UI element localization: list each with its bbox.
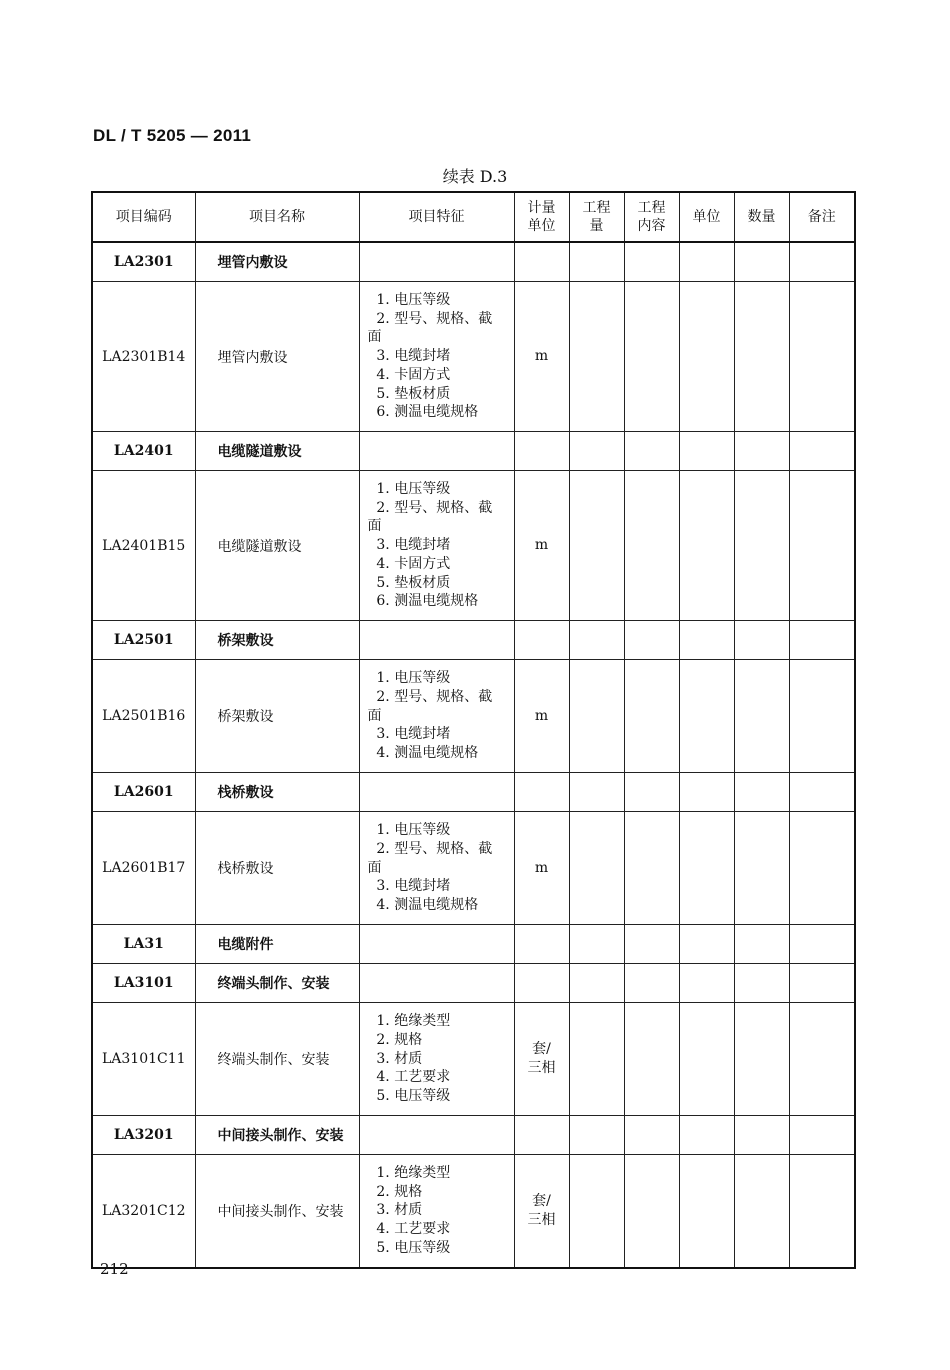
table-group-row (92, 925, 855, 964)
cell-features (359, 660, 514, 773)
table-header-row (92, 192, 855, 242)
table-group-row (92, 1116, 855, 1155)
cell-unit (679, 773, 734, 812)
cell-measure-unit (514, 773, 569, 812)
cell-code: LA31 (92, 925, 195, 964)
col-header-name: 项目名称 (195, 192, 359, 242)
cell-quantity (569, 1003, 624, 1116)
cell-remarks (789, 925, 855, 964)
cell-amount (734, 282, 789, 432)
feature-line: 面 (367, 859, 382, 876)
cell-work-content (624, 282, 679, 432)
cell-work-content (624, 773, 679, 812)
cell-remarks (789, 812, 855, 925)
cell-remarks (789, 1003, 855, 1116)
feature-line: 4. 测温电缆规格 (367, 897, 479, 914)
cell-code: LA3201 (92, 1116, 195, 1155)
cell-remarks (789, 1155, 855, 1268)
feature-line: 5. 电压等级 (367, 1239, 451, 1256)
cell-unit (679, 812, 734, 925)
cell-work-content (624, 925, 679, 964)
cell-code: LA2301 (92, 242, 195, 282)
cell-quantity (569, 773, 624, 812)
feature-line: 5. 电压等级 (367, 1088, 451, 1105)
cell-work-content (624, 621, 679, 660)
cell-quantity (569, 282, 624, 432)
cell-amount (734, 925, 789, 964)
cell-features (359, 1003, 514, 1116)
cell-code: LA3201C12 (92, 1155, 195, 1268)
bill-of-quantities-table (91, 191, 856, 1269)
feature-line: 3. 材质 (367, 1050, 423, 1067)
table-row (92, 1155, 855, 1268)
cell-work-content (624, 471, 679, 621)
feature-line: 3. 电缆封堵 (367, 537, 451, 554)
col-header-remarks: 备注 (789, 192, 855, 242)
table-caption: 续表 D.3 (442, 167, 508, 186)
cell-work-content (624, 1003, 679, 1116)
table-group-row (92, 621, 855, 660)
cell-work-content (624, 1116, 679, 1155)
cell-unit (679, 432, 734, 471)
col-header-work-content: 工程 内容 (624, 192, 679, 242)
cell-name: 埋管内敷设 (195, 282, 359, 432)
col-header-measure-unit: 计量 单位 (514, 192, 569, 242)
col-header-unit: 单位 (679, 192, 734, 242)
feature-line: 6. 测温电缆规格 (367, 404, 479, 421)
cell-unit (679, 242, 734, 282)
cell-measure-unit (514, 621, 569, 660)
cell-name: 中间接头制作、安装 (195, 1116, 359, 1155)
cell-name: 栈桥敷设 (195, 812, 359, 925)
cell-remarks (789, 660, 855, 773)
cell-code: LA3101C11 (92, 1003, 195, 1116)
cell-features (359, 773, 514, 812)
cell-amount (734, 964, 789, 1003)
table-group-row (92, 773, 855, 812)
cell-features (359, 964, 514, 1003)
cell-name: 电缆隧道敷设 (195, 471, 359, 621)
feature-line: 1. 绝缘类型 (367, 1013, 451, 1029)
cell-amount (734, 1155, 789, 1268)
cell-quantity (569, 471, 624, 621)
feature-line: 2. 型号、规格、截 (367, 310, 493, 327)
cell-amount (734, 432, 789, 471)
cell-quantity (569, 432, 624, 471)
page-number: 212 (100, 1260, 129, 1278)
feature-line: 1. 绝缘类型 (367, 1164, 451, 1181)
cell-unit (679, 1116, 734, 1155)
feature-line: 3. 电缆封堵 (367, 878, 451, 895)
cell-unit (679, 1003, 734, 1116)
cell-name: 终端头制作、安装 (195, 964, 359, 1003)
cell-remarks (789, 471, 855, 621)
cell-amount (734, 242, 789, 282)
cell-unit (679, 282, 734, 432)
cell-remarks (789, 432, 855, 471)
cell-name: 桥架敷设 (195, 660, 359, 773)
table-row (92, 1003, 855, 1116)
cell-name: 栈桥敷设 (195, 773, 359, 812)
cell-measure-unit (514, 242, 569, 282)
table-row (92, 812, 855, 925)
table-group-row (92, 964, 855, 1003)
document-code: DL / T 5205 — 2011 (93, 126, 252, 145)
cell-features (359, 925, 514, 964)
feature-line: 面 (367, 518, 382, 535)
cell-code: LA2501B16 (92, 660, 195, 773)
cell-amount (734, 773, 789, 812)
cell-unit (679, 660, 734, 773)
col-header-amount: 数量 (734, 192, 789, 242)
cell-measure-unit: m (514, 812, 569, 925)
cell-quantity (569, 242, 624, 282)
cell-work-content (624, 660, 679, 773)
cell-measure-unit: m (514, 471, 569, 621)
cell-name: 桥架敷设 (195, 621, 359, 660)
col-header-quantity: 工程 量 (569, 192, 624, 242)
cell-amount (734, 1003, 789, 1116)
cell-features (359, 1116, 514, 1155)
feature-line: 4. 工艺要求 (367, 1221, 451, 1238)
feature-line: 5. 垫板材质 (367, 385, 451, 402)
cell-quantity (569, 812, 624, 925)
feature-line: 1. 电压等级 (367, 822, 451, 838)
cell-unit (679, 964, 734, 1003)
cell-quantity (569, 964, 624, 1003)
cell-code: LA2301B14 (92, 282, 195, 432)
feature-line: 2. 型号、规格、截 (367, 499, 493, 516)
feature-line: 2. 规格 (367, 1031, 423, 1048)
cell-measure-unit: 套/ 三相 (514, 1155, 569, 1268)
feature-line: 1. 电压等级 (367, 291, 451, 308)
cell-work-content (624, 242, 679, 282)
col-header-features: 项目特征 (359, 192, 514, 242)
table-body (92, 242, 855, 1268)
cell-code: LA2401B15 (92, 471, 195, 621)
cell-code: LA2601B17 (92, 812, 195, 925)
cell-unit (679, 471, 734, 621)
cell-name: 终端头制作、安装 (195, 1003, 359, 1116)
feature-line: 3. 电缆封堵 (367, 726, 451, 743)
feature-line: 6. 测温电缆规格 (367, 593, 479, 610)
cell-code: LA2601 (92, 773, 195, 812)
cell-measure-unit: m (514, 660, 569, 773)
feature-line: 5. 垫板材质 (367, 574, 451, 591)
cell-work-content (624, 964, 679, 1003)
cell-quantity (569, 621, 624, 660)
cell-remarks (789, 964, 855, 1003)
cell-amount (734, 471, 789, 621)
cell-name: 埋管内敷设 (195, 242, 359, 282)
feature-line: 4. 卡固方式 (367, 366, 451, 383)
feature-line: 1. 电压等级 (367, 670, 451, 686)
cell-features (359, 1155, 514, 1268)
feature-line: 1. 电压等级 (367, 480, 451, 497)
cell-measure-unit (514, 432, 569, 471)
cell-remarks (789, 1116, 855, 1155)
cell-name: 中间接头制作、安装 (195, 1155, 359, 1268)
cell-work-content (624, 812, 679, 925)
cell-amount (734, 621, 789, 660)
cell-quantity (569, 660, 624, 773)
feature-line: 面 (367, 329, 382, 346)
cell-quantity (569, 925, 624, 964)
cell-remarks (789, 242, 855, 282)
feature-line: 2. 型号、规格、截 (367, 840, 493, 857)
table-group-row (92, 432, 855, 471)
cell-work-content (624, 1155, 679, 1268)
cell-amount (734, 1116, 789, 1155)
cell-remarks (789, 621, 855, 660)
cell-code: LA3101 (92, 964, 195, 1003)
feature-line: 2. 型号、规格、截 (367, 688, 493, 705)
cell-amount (734, 812, 789, 925)
cell-unit (679, 925, 734, 964)
cell-measure-unit (514, 964, 569, 1003)
cell-unit (679, 1155, 734, 1268)
cell-unit (679, 621, 734, 660)
cell-quantity (569, 1116, 624, 1155)
cell-measure-unit: 套/ 三相 (514, 1003, 569, 1116)
cell-measure-unit: m (514, 282, 569, 432)
cell-remarks (789, 773, 855, 812)
cell-features (359, 471, 514, 621)
feature-line: 面 (367, 707, 382, 724)
cell-features (359, 621, 514, 660)
cell-work-content (624, 432, 679, 471)
feature-line: 4. 测温电缆规格 (367, 745, 479, 762)
cell-code: LA2401 (92, 432, 195, 471)
cell-features (359, 282, 514, 432)
cell-code: LA2501 (92, 621, 195, 660)
feature-line: 3. 电缆封堵 (367, 348, 451, 365)
feature-line: 4. 卡固方式 (367, 555, 451, 572)
table-row (92, 660, 855, 773)
cell-measure-unit (514, 925, 569, 964)
cell-name: 电缆附件 (195, 925, 359, 964)
cell-name: 电缆隧道敷设 (195, 432, 359, 471)
cell-features (359, 242, 514, 282)
col-header-code: 项目编码 (92, 192, 195, 242)
feature-line: 4. 工艺要求 (367, 1069, 451, 1086)
feature-line: 2. 规格 (367, 1183, 423, 1200)
table-group-row (92, 242, 855, 282)
cell-quantity (569, 1155, 624, 1268)
cell-features (359, 812, 514, 925)
feature-line: 3. 材质 (367, 1202, 423, 1219)
table-row (92, 282, 855, 432)
table-row (92, 471, 855, 621)
cell-remarks (789, 282, 855, 432)
cell-amount (734, 660, 789, 773)
cell-measure-unit (514, 1116, 569, 1155)
cell-features (359, 432, 514, 471)
